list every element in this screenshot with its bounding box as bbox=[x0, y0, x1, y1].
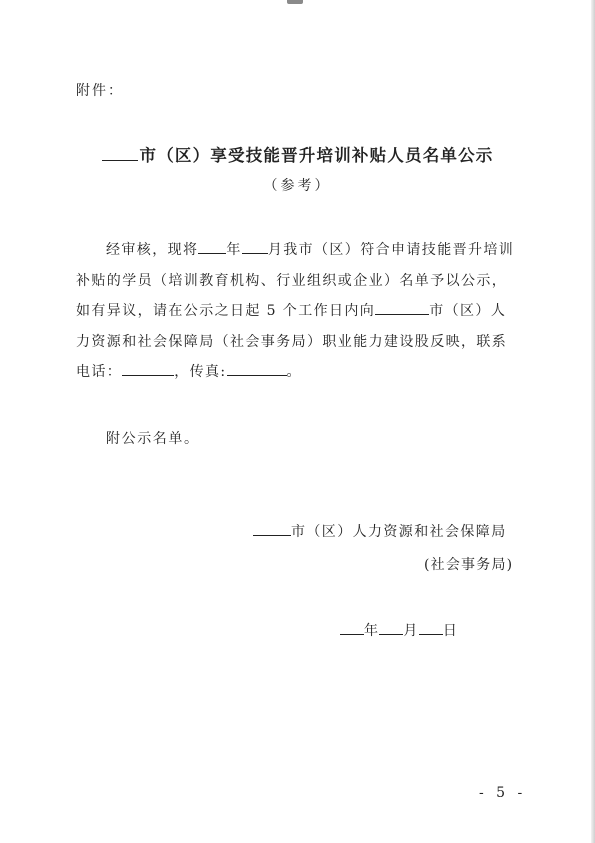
blank-line bbox=[198, 241, 226, 254]
body-text: 电话： bbox=[76, 364, 123, 381]
body-line-3 bbox=[76, 296, 524, 327]
body-line-1 bbox=[76, 235, 524, 266]
appendix-note: 附公示名单。 bbox=[106, 431, 200, 447]
body-line-2 bbox=[76, 266, 524, 297]
blank-line bbox=[419, 622, 443, 635]
signature-organization bbox=[253, 521, 507, 541]
body-text: 补贴的学员（培训教育机构、行业组织或企业）名单予以公示， bbox=[76, 272, 508, 289]
blank-line bbox=[379, 622, 403, 635]
body-text: 。 bbox=[286, 364, 302, 381]
title-text: 市（区）享受技能晋升培训补贴人员名单公示 bbox=[139, 146, 494, 165]
date-day-label: 日 bbox=[442, 623, 459, 639]
signature-sub-organization: (社会事务局) bbox=[424, 557, 514, 573]
date-year-label: 年 bbox=[364, 623, 380, 639]
page-number: - 5 - bbox=[479, 785, 527, 801]
document-subtitle: （参考） bbox=[263, 178, 332, 194]
attachment-label: 附件： bbox=[76, 83, 124, 99]
body-paragraph bbox=[76, 235, 524, 388]
body-text: ，传真: bbox=[174, 364, 227, 381]
body-text: 市（区）人 bbox=[429, 303, 507, 320]
body-line-5 bbox=[76, 357, 524, 388]
page-edge-shadow bbox=[591, 0, 595, 843]
blank-line bbox=[242, 241, 268, 254]
body-text: 年 bbox=[226, 242, 242, 258]
page-top-mark bbox=[287, 0, 303, 4]
body-text: 如有异议，请在公示之日起 5 个工作日内向 bbox=[76, 303, 376, 320]
blank-line bbox=[375, 302, 429, 315]
blank-line bbox=[227, 363, 287, 376]
document-title bbox=[0, 142, 595, 166]
date-month-label: 月 bbox=[403, 623, 419, 639]
blank-line bbox=[340, 622, 364, 635]
blank-line bbox=[122, 363, 174, 376]
body-line-4 bbox=[76, 327, 524, 358]
signature-date bbox=[340, 620, 458, 640]
signature-org-text: 市（区）人力资源和社会保障局 bbox=[291, 524, 507, 540]
body-text: 力资源和社会保障局（社会事务局）职业能力建设股反映，联系 bbox=[76, 333, 508, 350]
title-blank-line bbox=[102, 146, 138, 161]
blank-line bbox=[253, 523, 291, 536]
body-text: 经审核，现将 bbox=[106, 242, 199, 258]
body-text: 月我市（区）符合申请技能晋升培训 bbox=[267, 242, 515, 258]
